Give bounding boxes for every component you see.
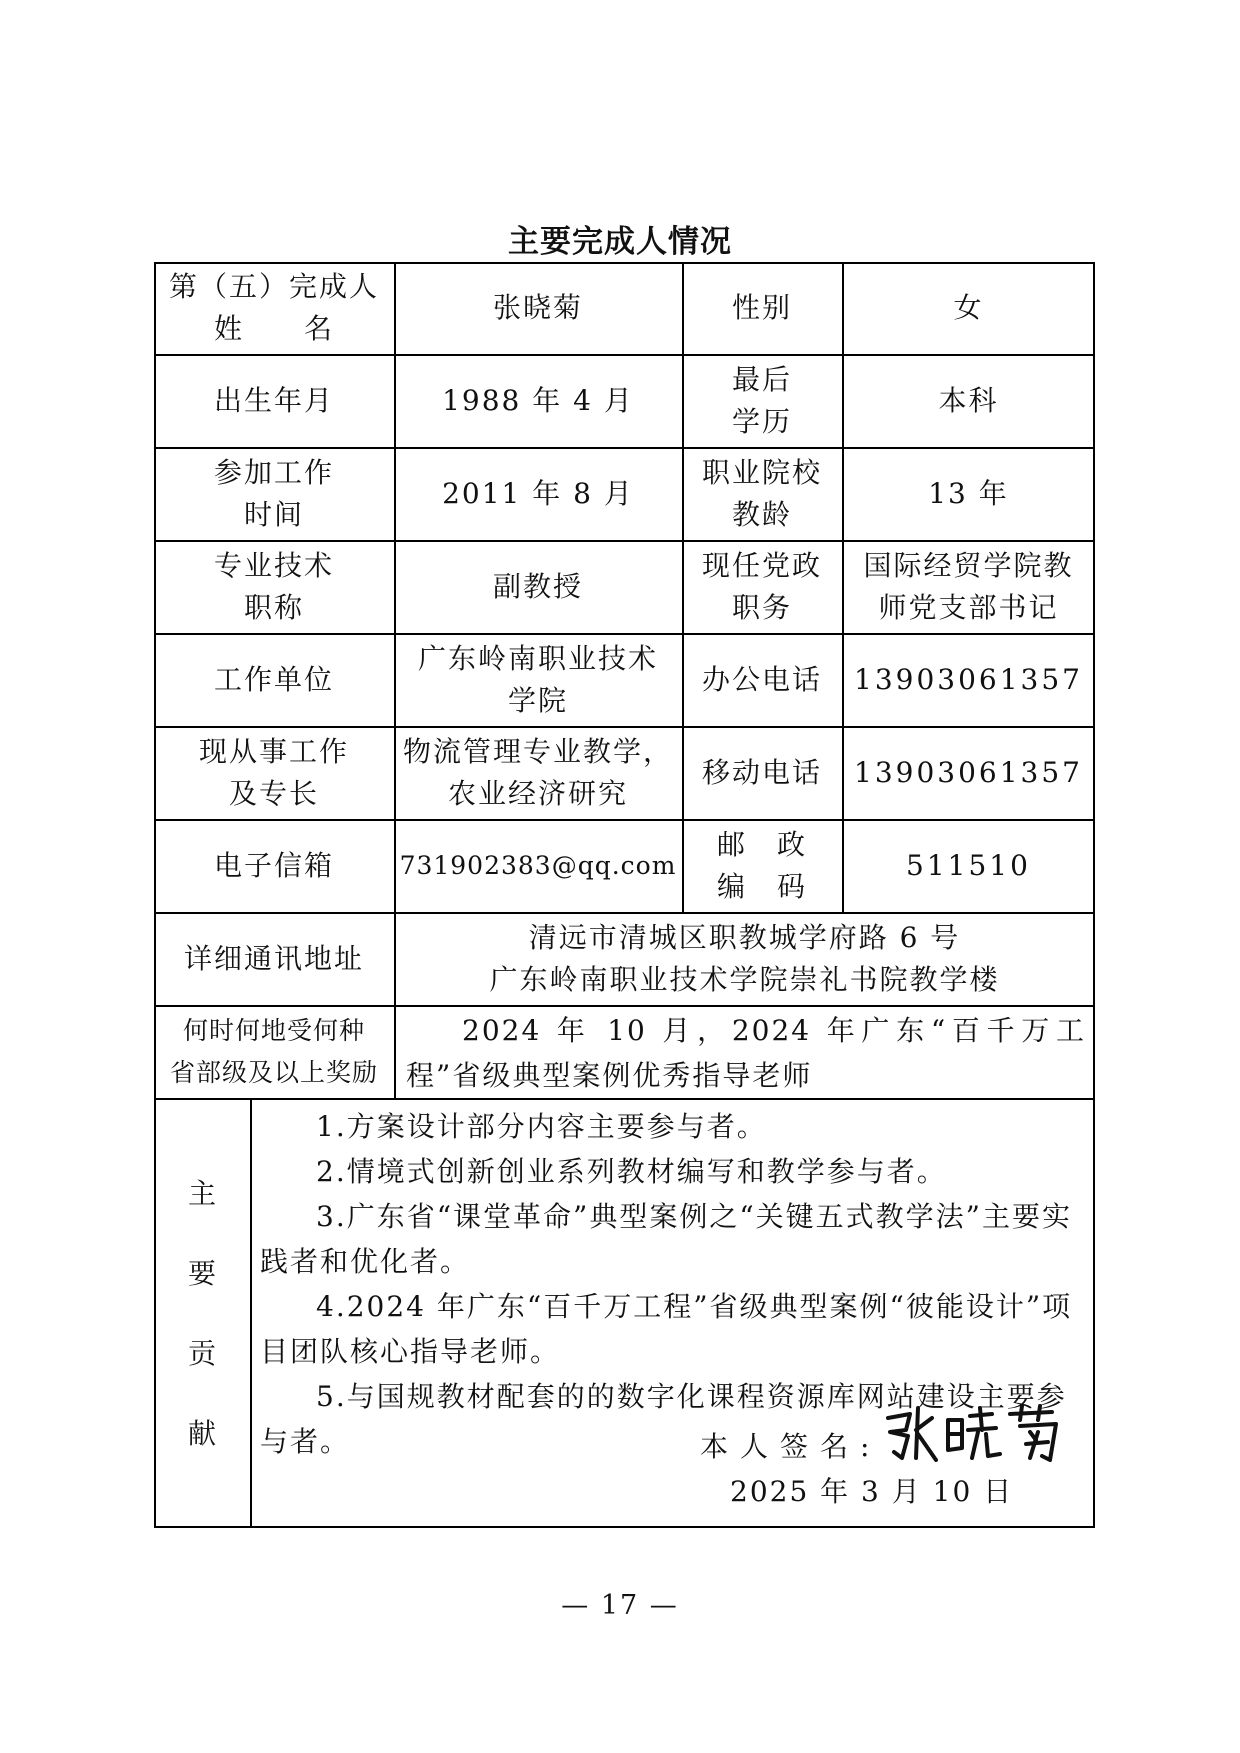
email-value: 731902383@qq.com [399, 850, 677, 880]
address-value-line1: 清远市清城区职教城学府路 6 号 [528, 920, 961, 954]
current-work-value-line1: 物流管理专业教学， [402, 734, 673, 768]
education-label-cell [682, 354, 842, 447]
current-work-label-line1: 现从事工作 [198, 734, 349, 768]
contribution-item: 1.方案设计部分内容主要参与者。 [316, 1110, 767, 1143]
email-label: 电子信箱 [213, 848, 334, 882]
postal-label-line1: 邮 政 [716, 827, 807, 861]
teaching-years-label-cell [682, 447, 842, 540]
employer-value-line1: 广东岭南职业技术 [417, 641, 658, 675]
contributions-label-char: 献 [187, 1417, 216, 1450]
title-label-line2: 职称 [243, 590, 304, 624]
column-divider [250, 1098, 252, 1528]
office-phone-label: 办公电话 [701, 662, 822, 696]
gender-label: 性别 [731, 291, 792, 324]
awards-label-cell [154, 1005, 394, 1098]
contribution-item: 4.2024 年广东“百千万工程”省级典型案例“彼能设计”项目团队核心指导老师。 [260, 1290, 1073, 1368]
work-start-label-line1: 参加工作 [213, 455, 334, 489]
postal-label-cell [682, 819, 842, 912]
position-label-line2: 职务 [731, 590, 792, 624]
contribution-item: 2.情境式创新创业系列教材编写和教学参与者。 [316, 1155, 947, 1188]
current-work-label-cell [154, 726, 394, 819]
education-label-line1: 最后 [731, 362, 792, 396]
name-label-line2: 姓 名 [213, 312, 334, 345]
title-label-line1: 专业技术 [213, 548, 334, 582]
contributions-label-char: 主 [187, 1177, 216, 1210]
contribution-item: 5.与国规教材配套的的数字化课程资源库网站建设主要参与者。 [260, 1380, 1067, 1458]
name-value: 张晓菊 [492, 291, 583, 324]
name-label-cell [154, 262, 394, 354]
postal-label-line2: 编 码 [716, 869, 807, 903]
position-label-cell [682, 540, 842, 633]
title-label-cell [154, 540, 394, 633]
work-start-label-cell [154, 447, 394, 540]
work-start-label-line2: 时间 [243, 497, 304, 531]
signature-date: 2025 年 3 月 10 日 [730, 1475, 1014, 1508]
page-title: 主要完成人情况 [508, 224, 732, 260]
signature-label: 本人签名: [700, 1430, 882, 1463]
work-start-value: 2011 年 8 月 [442, 476, 634, 510]
position-label-line1: 现任党政 [701, 548, 822, 582]
address-value-cell [394, 912, 1095, 1005]
teaching-years-label-line2: 教龄 [731, 497, 792, 531]
name-label-line1: 第（五）完成人 [168, 270, 379, 303]
postal-value: 511510 [906, 848, 1031, 882]
contributions-label-char: 贡 [187, 1337, 216, 1370]
title-value: 副教授 [492, 569, 583, 603]
birth-label: 出生年月 [213, 383, 334, 417]
contributions-label [154, 1100, 250, 1528]
education-label-line2: 学历 [731, 404, 792, 438]
contribution-item: 3.广东省“课堂革命”典型案例之“关键五式教学法”主要实践者和优化者。 [260, 1200, 1072, 1278]
employer-value-cell [394, 633, 682, 726]
awards-label-line1: 何时何地受何种 [182, 1015, 365, 1045]
row-divider [154, 1098, 1095, 1100]
current-work-value-cell [394, 726, 682, 819]
page-number: — 17 — [561, 1590, 679, 1621]
position-value-cell [842, 540, 1095, 633]
teaching-years-value: 13 年 [928, 476, 1009, 510]
mobile-value: 13903061357 [854, 755, 1083, 789]
mobile-label: 移动电话 [701, 755, 822, 789]
address-label: 详细通讯地址 [183, 941, 364, 975]
position-value-line1: 国际经贸学院教 [863, 548, 1074, 582]
awards-label-line2: 省部级及以上奖励 [169, 1057, 378, 1087]
employer-label: 工作单位 [213, 662, 334, 696]
current-work-value-line2: 农业经济研究 [447, 776, 628, 810]
teaching-years-label-line1: 职业院校 [701, 455, 822, 489]
address-value-line2: 广东岭南职业技术学院崇礼书院教学楼 [489, 962, 1000, 996]
office-phone-value: 13903061357 [854, 662, 1083, 696]
handwritten-signature [880, 1400, 1070, 1470]
awards-value: 2024 年 10 月，2024 年广东“百千万工程”省级典型案例优秀指导老师 [406, 1014, 1086, 1092]
current-work-label-line2: 及专长 [228, 776, 319, 810]
birth-value: 1988 年 4 月 [442, 383, 634, 417]
education-value: 本科 [938, 383, 999, 417]
employer-value-line2: 学院 [507, 683, 568, 717]
position-value-line2: 师党支部书记 [878, 590, 1059, 624]
contributions-label-char: 要 [187, 1257, 216, 1290]
gender-value: 女 [953, 291, 984, 324]
